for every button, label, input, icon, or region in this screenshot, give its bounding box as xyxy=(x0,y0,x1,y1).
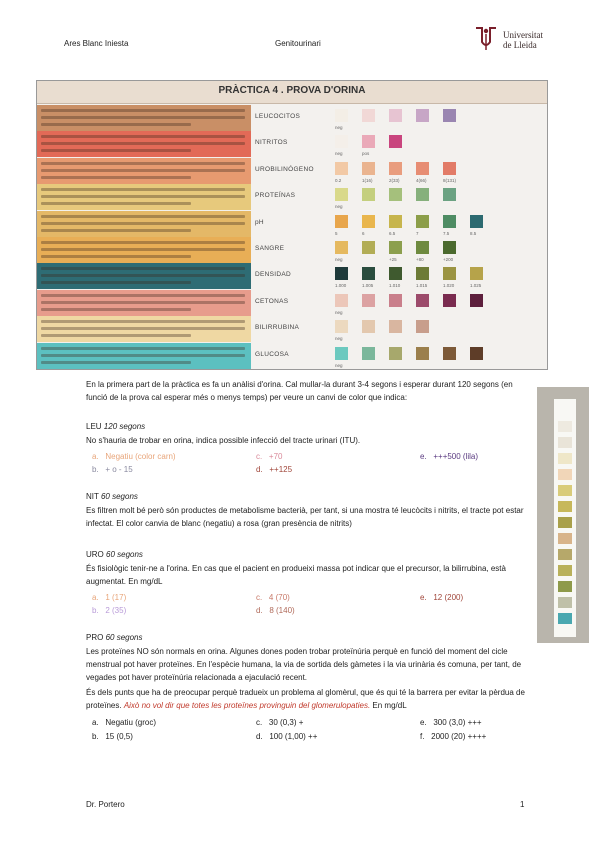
strip-pad xyxy=(558,437,572,448)
leu-text: No s'hauria de trobar en orina, indica possible infecció del tracte urinari (ITU). xyxy=(86,436,361,445)
row-label: GLUCOSA xyxy=(255,350,289,358)
color-swatch xyxy=(443,241,456,254)
swatch-value: 8.5 xyxy=(470,230,477,236)
swatch-value: neg xyxy=(335,204,343,210)
logo-line-1: Universitat xyxy=(503,30,543,40)
swatch-value: 6.5 xyxy=(389,230,396,236)
color-swatch xyxy=(416,320,429,333)
strip-pad xyxy=(558,469,572,480)
strip-pad xyxy=(558,421,572,432)
reference-table xyxy=(36,80,548,370)
swatch-value: 1.025 xyxy=(470,283,482,289)
color-swatch xyxy=(335,294,348,307)
row-description-block xyxy=(37,131,251,157)
color-swatch xyxy=(335,162,348,175)
swatch-value: 7 xyxy=(416,230,419,236)
color-swatch xyxy=(416,241,429,254)
color-swatch xyxy=(470,294,483,307)
uro-option-a: a. 1 (17) xyxy=(92,593,127,602)
swatch-value: neg xyxy=(335,309,343,315)
swatch-value: 1.005 xyxy=(362,283,374,289)
swatch-value: neg xyxy=(335,257,343,262)
color-swatch xyxy=(362,241,375,254)
leu-option-e: e. +++500 (lila) xyxy=(420,452,479,461)
row-description-block xyxy=(37,105,251,131)
color-swatch xyxy=(416,215,429,228)
row-label: PROTEÍNAS xyxy=(255,192,296,200)
color-swatch xyxy=(362,347,375,360)
color-swatch xyxy=(335,267,348,280)
pro-option-c: c. 30 (0,3) + xyxy=(256,718,304,727)
row-description-block xyxy=(37,343,251,369)
row-description-block xyxy=(37,211,251,237)
color-swatch xyxy=(389,109,402,122)
pro-option-a: a. Negatiu (groc) xyxy=(92,718,157,727)
logo-line-2: de Lleida xyxy=(503,40,537,50)
table-row xyxy=(37,131,547,158)
table-row xyxy=(37,105,547,132)
table-row xyxy=(37,290,547,317)
color-swatch xyxy=(416,162,429,175)
test-strip-photo xyxy=(537,387,589,643)
swatch-value: 7.5 xyxy=(443,230,450,236)
strip-pad xyxy=(558,453,572,464)
leu-heading xyxy=(86,420,145,433)
row-description-block xyxy=(37,263,251,289)
footer-author: Dr. Portero xyxy=(86,800,125,809)
strip-pad xyxy=(558,565,572,576)
strip-pad xyxy=(558,597,572,608)
nit-name: NIT xyxy=(86,492,99,501)
swatch-value: pos xyxy=(362,151,370,157)
color-swatch xyxy=(335,347,348,360)
swatch-value: 1.000 xyxy=(335,283,347,289)
leu-time: 120 segons xyxy=(103,422,146,431)
nit-text: Es filtren molt bé però són productes de metabolisme bacterià, per tant, si una mostra té leucòcits i nitrits, el tracte pot estar infectat. El color canvia de blanc (negatiu) a rosa (gran presència de nitrits) xyxy=(86,506,524,528)
nit-time: 60 segons xyxy=(100,492,138,501)
row-description-block xyxy=(37,237,251,263)
leu-option-c: c. +70 xyxy=(256,452,283,461)
table-row xyxy=(37,263,547,290)
table-title-band xyxy=(37,81,547,104)
swatch-value: 1(16) xyxy=(362,177,373,183)
strip-pad xyxy=(558,501,572,512)
color-swatch xyxy=(335,320,348,333)
swatch-value: 2(33) xyxy=(389,177,400,183)
color-swatch xyxy=(470,347,483,360)
color-swatch xyxy=(416,188,429,201)
color-swatch xyxy=(362,320,375,333)
swatch-value: 0.2 xyxy=(335,177,342,183)
pro-note-red: Això no vol dir que totes les proteïnes provinguin del glomerulopaties. xyxy=(123,701,371,710)
swatch-value: 6 xyxy=(362,230,365,236)
intro-text: En la primera part de la pràctica es fa un anàlisi d'orina. Cal mullar-la durant 3-4 segons i esperar durant 120 segons (en funció de la prova cal esperar més o menys temps) per veure un canvi de color que indica: xyxy=(86,380,513,402)
color-swatch xyxy=(362,135,375,148)
table-title: PRÀCTICA 4 . PROVA D'ORINA xyxy=(218,85,366,96)
color-swatch xyxy=(443,109,456,122)
row-label: CETONAS xyxy=(255,297,289,305)
color-swatch xyxy=(389,188,402,201)
nit-heading xyxy=(86,490,138,503)
uro-name: URO xyxy=(86,550,104,559)
leu-name: LEU xyxy=(86,422,102,431)
table-row xyxy=(37,237,547,264)
color-swatch xyxy=(443,162,456,175)
strip-pad xyxy=(558,613,572,624)
row-label: DENSIDAD xyxy=(255,271,291,279)
color-swatch xyxy=(362,215,375,228)
uro-option-e: e. 12 (200) xyxy=(420,593,464,602)
strip-pad xyxy=(558,533,572,544)
swatch-value: 1.020 xyxy=(443,283,455,289)
pro-option-b: b. 15 (0,5) xyxy=(92,732,133,741)
table-row xyxy=(37,316,547,343)
color-swatch xyxy=(443,347,456,360)
row-description-block xyxy=(37,316,251,342)
color-swatch xyxy=(389,320,402,333)
strip-pad xyxy=(558,581,572,592)
color-swatch xyxy=(389,267,402,280)
strip-pad xyxy=(558,517,572,528)
row-label: pH xyxy=(255,218,264,226)
pro-option-d: d. 100 (1,00) ++ xyxy=(256,732,318,741)
pro-time: 60 segons xyxy=(105,633,143,642)
color-swatch xyxy=(416,109,429,122)
color-swatch xyxy=(443,267,456,280)
swatch-value: 1.010 xyxy=(389,283,401,289)
table-row xyxy=(37,343,547,370)
pro-option-f: f. 2000 (20) ++++ xyxy=(420,732,487,741)
table-row xyxy=(37,158,547,185)
swatch-value: 1.015 xyxy=(416,283,428,289)
swatch-value: +200 xyxy=(443,257,454,262)
pro-name: PRO xyxy=(86,633,104,642)
color-swatch xyxy=(470,215,483,228)
table-row xyxy=(37,211,547,238)
row-description-block xyxy=(37,158,251,184)
color-swatch xyxy=(389,135,402,148)
color-swatch xyxy=(389,241,402,254)
leu-option-b: b. + o - 15 xyxy=(92,465,133,474)
uro-text: És fisiològic tenir-ne a l'orina. En cas que el pacient en produeixi massa pot indicar que el precursor, la bilirrubina, està augmentat. En mg/dL xyxy=(86,564,506,586)
row-label: SANGRE xyxy=(255,245,285,252)
swatch-value: 8(131) xyxy=(443,177,457,183)
row-label: LEUCOCITOS xyxy=(255,113,301,120)
color-swatch xyxy=(335,188,348,201)
color-swatch xyxy=(335,241,348,254)
swatch-value: neg xyxy=(335,125,343,130)
swatch-value: neg xyxy=(335,151,343,157)
row-label: NITRITOS xyxy=(255,139,288,147)
color-swatch xyxy=(389,347,402,360)
color-swatch xyxy=(362,294,375,307)
color-swatch xyxy=(443,188,456,201)
color-swatch xyxy=(362,109,375,122)
color-swatch xyxy=(362,188,375,201)
author-name: Ares Blanc Iniesta xyxy=(64,39,129,48)
color-swatch xyxy=(443,215,456,228)
uro-time: 60 segons xyxy=(106,550,143,559)
subject-name: Genitourinari xyxy=(275,39,321,48)
uro-option-d: d. 8 (140) xyxy=(256,606,295,615)
color-swatch xyxy=(335,135,348,148)
university-logo-icon xyxy=(472,24,500,52)
strip-pad xyxy=(558,549,572,560)
swatch-value: +80 xyxy=(416,257,424,262)
swatch-value: neg xyxy=(335,362,343,368)
color-swatch xyxy=(335,215,348,228)
color-swatch xyxy=(389,162,402,175)
color-swatch xyxy=(443,294,456,307)
pro-text-2: És dels punts que ha de preocupar perquè tradueix un problema al glomèrul, que és qui té la barrera per evitar la pèrdua de proteïnes. Això no vol dir que totes les proteïnes provinguin del glomerulopaties. En mg/dL xyxy=(86,688,525,710)
color-swatch xyxy=(416,267,429,280)
swatch-value: 5 xyxy=(335,230,338,236)
leu-option-a: a. Negatiu (color carn) xyxy=(92,452,176,461)
color-swatch xyxy=(389,294,402,307)
uro-heading xyxy=(86,548,143,561)
color-swatch xyxy=(470,267,483,280)
table-row xyxy=(37,184,547,211)
row-label: BILIRRUBINA xyxy=(255,324,300,332)
color-swatch xyxy=(389,215,402,228)
swatch-value: +25 xyxy=(389,257,397,262)
test-strip xyxy=(554,399,576,637)
row-description-block xyxy=(37,290,251,316)
swatch-value: 4(66) xyxy=(416,177,427,183)
pro-option-e: e. 300 (3,0) +++ xyxy=(420,718,482,727)
color-swatch xyxy=(416,347,429,360)
uro-option-c: c. 4 (70) xyxy=(256,593,290,602)
swatch-value: neg xyxy=(335,336,343,342)
row-description-block xyxy=(37,184,251,210)
uro-option-b: b. 2 (35) xyxy=(92,606,127,615)
row-label: UROBILINÓGENO xyxy=(255,165,314,173)
color-swatch xyxy=(416,294,429,307)
color-swatch xyxy=(362,162,375,175)
page-number: 1 xyxy=(520,800,525,809)
color-swatch xyxy=(335,109,348,122)
logo-text xyxy=(503,30,543,50)
leu-option-d: d. ++125 xyxy=(256,465,293,474)
pro-text-1: Les proteïnes NO són normals en orina. Algunes dones poden trobar proteïnúria perquè en funció del moment del cicle menstrual pot haver proteïnes. En l'espècie humana, la via de sortida dels gàmetes i la via urinària és comuna, per tant, de vegades pot haver proteïnúria relacionada a ejaculació recent. xyxy=(86,647,522,682)
pro-heading xyxy=(86,631,143,644)
strip-pad xyxy=(558,485,572,496)
color-swatch xyxy=(362,267,375,280)
